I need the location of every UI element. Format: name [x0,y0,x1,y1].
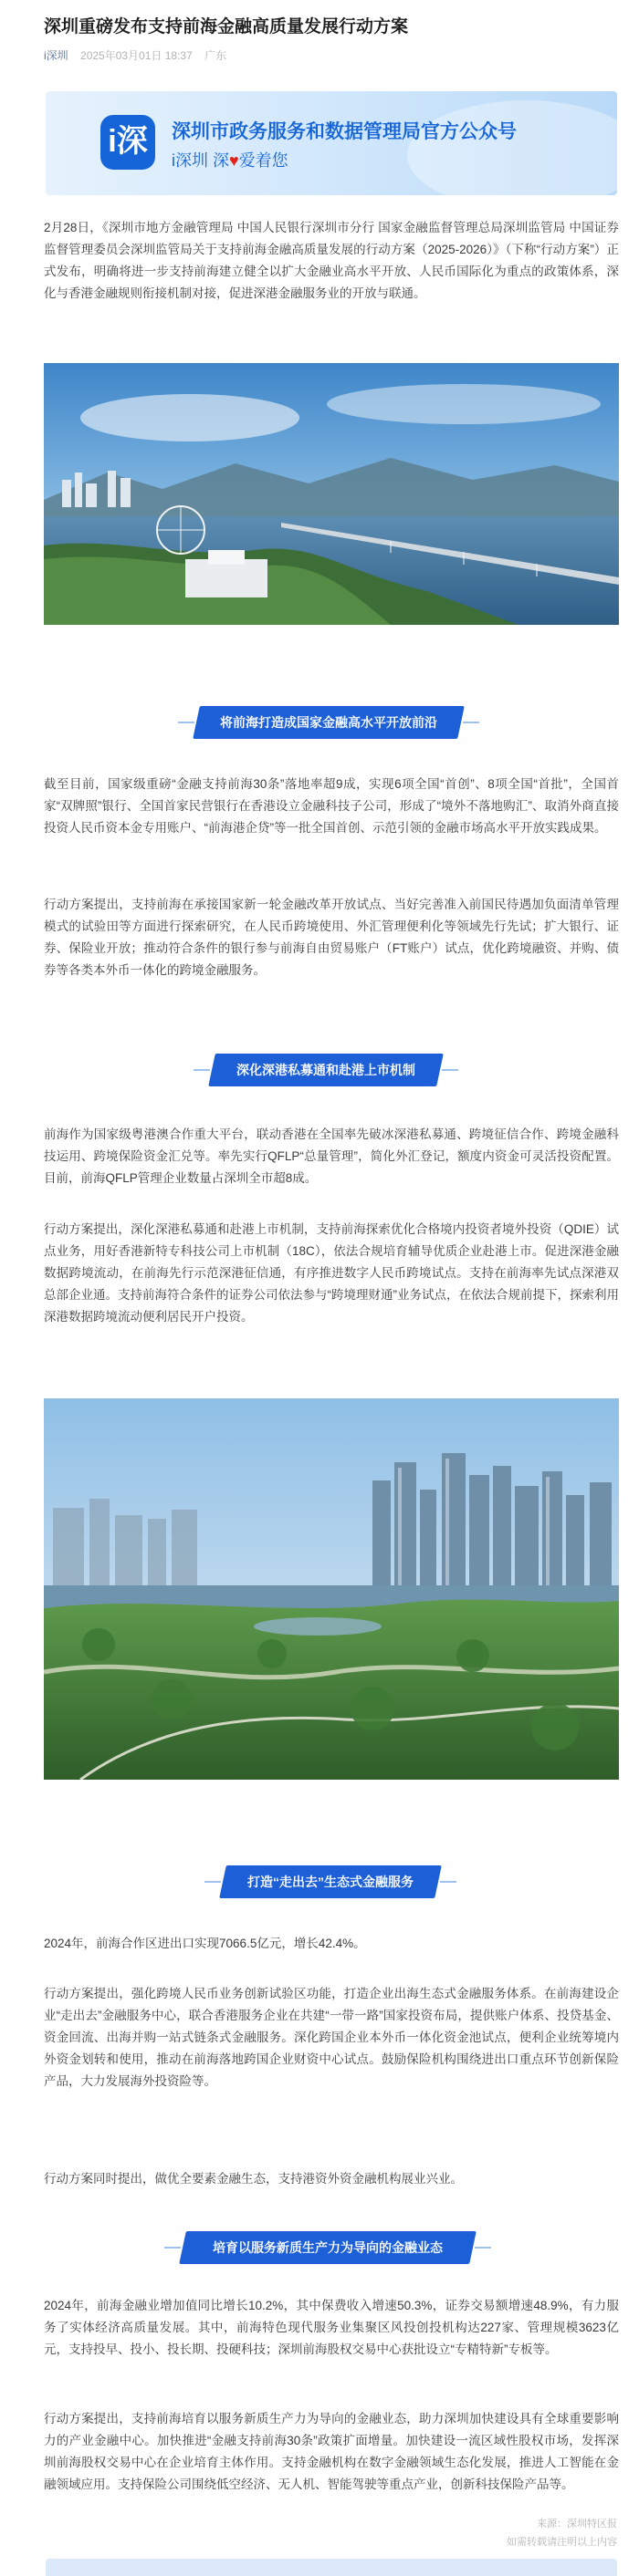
article-paragraph-3: 行动方案提出，支持前海在承接国家新一轮金融改革开放试点、当好完善准入前国民待遇加负面清单管理模式的试验田等方面进行探索研究，在人民币跨境使用、外汇管理便利化等领域先行先试；扩大银行、证券、保险业开放；推动符合条件的银行参与前海自由贸易账户（FT账户）试点，优化跨境融资、并购、债券等各类本外币一体化的跨境金融服务。 [44,898,619,977]
intro-paragraph: 2月28日，《深圳市地方金融管理局 中国人民银行深圳市分行 国家金融监督管理总局深圳监管局 中国证券监督管理委员会深圳监管局关于支持前海金融高质量发展的行动方案（2025-2026）》（下称“行动方案”）正式发布，明确将进一步支持前海建立健全以扩大金融业高水平开放、人民币国际化为重点的政策体系，深化与香港金融规则衔接机制对接，促进深港金融服务业的开放与联通。 [44,221,619,300]
banner-slogan-suffix: 爱着您 [238,151,288,170]
heading-line-right [442,1069,458,1071]
section-heading-3 [223,1865,438,1898]
heading-line-left [194,1069,210,1071]
article-paragraph-7: 行动方案提出，强化跨境人民币业务创新试验区功能，打造企业出海生态式金融服务体系。在前海建设企业“走出去”金融服务中心，联合香港服务企业在共建“一带一路”国家投资布局，提供账户体系、投贷基金、资金回流、出海并购一站式链条式金融服务。深化跨国企业本外币一体化资金池试点，便利企业统筹境内外资金划转和使用，推动在前海落地跨国企业财资中心试点。鼓励保险机构围绕进出口重点环节创新保险产品，大力发展海外投资险等。 [44,1987,619,2088]
section-heading-1 [196,706,461,739]
article-paragraph-10: 行动方案提出，支持前海培育以服务新质生产力为导向的金融业态，助力深圳加快建设具有全球重要影响力的产业金融中心。加快推进“金融支持前海30条”政策扩面增量。加快建设一流区域性股权市场，发挥深圳前海股权交易中心在企业培育主体作用。支持金融机构在数字金融领域生态化发展，推进人工智能在金融领域应用。支持保险公司围绕低空经济、无人机、智能驾驶等重点产业，创新科技保险产品等。 [44,2412,619,2491]
article-paragraph-8: 行动方案同时提出，做优全要素金融生态，支持港资外资金融机构展业兴业。 [44,2172,463,2186]
banner-slogan-prefix: i深圳 深 [172,151,229,170]
section-heading-2 [212,1054,440,1086]
article-paragraph-2: 截至目前，国家级重磅“金融支持前海30条”落地率超9成，实现6项全国“首创”、8项全国“首批”，全国首家“双牌照”银行、全国首家民营银行在香港设立金融科技子公司，形成了“境外不落地购汇”、取消外商直接投资人民币资本金专用账户、“前海港企贷”等一批全国首创、示范引领的金融市场高水平开放实践成果。 [44,777,619,835]
qianhai-skyline-photo [44,1398,619,1780]
banner-decoration [407,100,617,195]
heading-line-right [463,722,479,723]
bottom-banner-card [46,2559,617,2576]
account-banner [46,91,617,195]
heart-icon: ♥ [229,151,239,170]
account-name-link[interactable]: i深圳 [44,49,68,62]
publish-date: 2025年03月01日 18:37 [80,49,193,62]
i-shenzhen-logo-icon: i深 [100,115,155,170]
article-paragraph-6: 2024年，前海合作区进出口实现7066.5亿元，增长42.4%。 [44,1937,366,1950]
banner-title: 深圳市政务服务和数据管理局官方公众号 [172,121,517,142]
page-title: 深圳重磅发布支持前海金融高质量发展行动方案 [44,17,409,36]
section-heading-text: 深化深港私募通和赴港上市机制 [236,1063,415,1077]
heading-line-right [475,2247,491,2249]
qianhai-waterfront-photo [44,363,619,625]
publish-location: 广东 [204,49,227,62]
heading-line-left [178,722,194,723]
section-heading-text: 打造“走出去”生态式金融服务 [247,1875,414,1889]
article-footer [507,2515,617,2551]
section-heading-text: 将前海打造成国家金融高水平开放前沿 [220,715,437,730]
section-heading-4 [183,2231,473,2264]
heading-line-right [440,1881,456,1883]
article-paragraph-4: 前海作为国家级粤港澳合作重大平台，联动香港在全国率先破冰深港私募通、跨境征信合作、跨境金融科技运用、跨境保险资金汇兑等。率先实行QFLP“总量管理”，简化外汇登记，额度内资金可灵活投资配置。目前，前海QFLP管理企业数量占深圳全市超8成。 [44,1127,619,1185]
article-paragraph-9: 2024年，前海金融业增加值同比增长10.2%，其中保费收入增速50.3%，证券交易额增速48.9%，有力服务了实体经济高质量发展。其中，前海特色现代服务业集聚区风投创投机构达227家、管理规模3623亿元，支持投早、投小、投长期、投硬科技；深圳前海股权交易中心获批设立“专精特新”专板等。 [44,2299,619,2356]
banner-slogan [172,148,288,171]
article-paragraph-5: 行动方案提出，深化深港私募通和赴港上市机制，支持前海探索优化合格境内投资者境外投资（QDIE）试点业务，用好香港新特专科技公司上市机制（18C），依法合规培育辅导优质企业赴港上市。促进深港金融数据跨境流动，在前海先行示范深港征信通，有序推进数字人民币跨境试点。支持在前海率先试点深港双总部企业通。支持前海符合条件的证券公司依法参与“跨境理财通”业务试点，在依法合规前提下，探索利用深港数据跨境流动便利居民开户投资。 [44,1222,619,1324]
heading-line-left [204,1881,221,1883]
source-credit: 来源：深圳特区报 [537,2519,617,2529]
heading-line-left [164,2247,181,2249]
article-meta [44,47,236,63]
section-heading-text: 培育以服务新质生产力为导向的金融业态 [213,2240,443,2255]
reprint-notice: 如需转载请注明以上内容 [507,2537,617,2548]
